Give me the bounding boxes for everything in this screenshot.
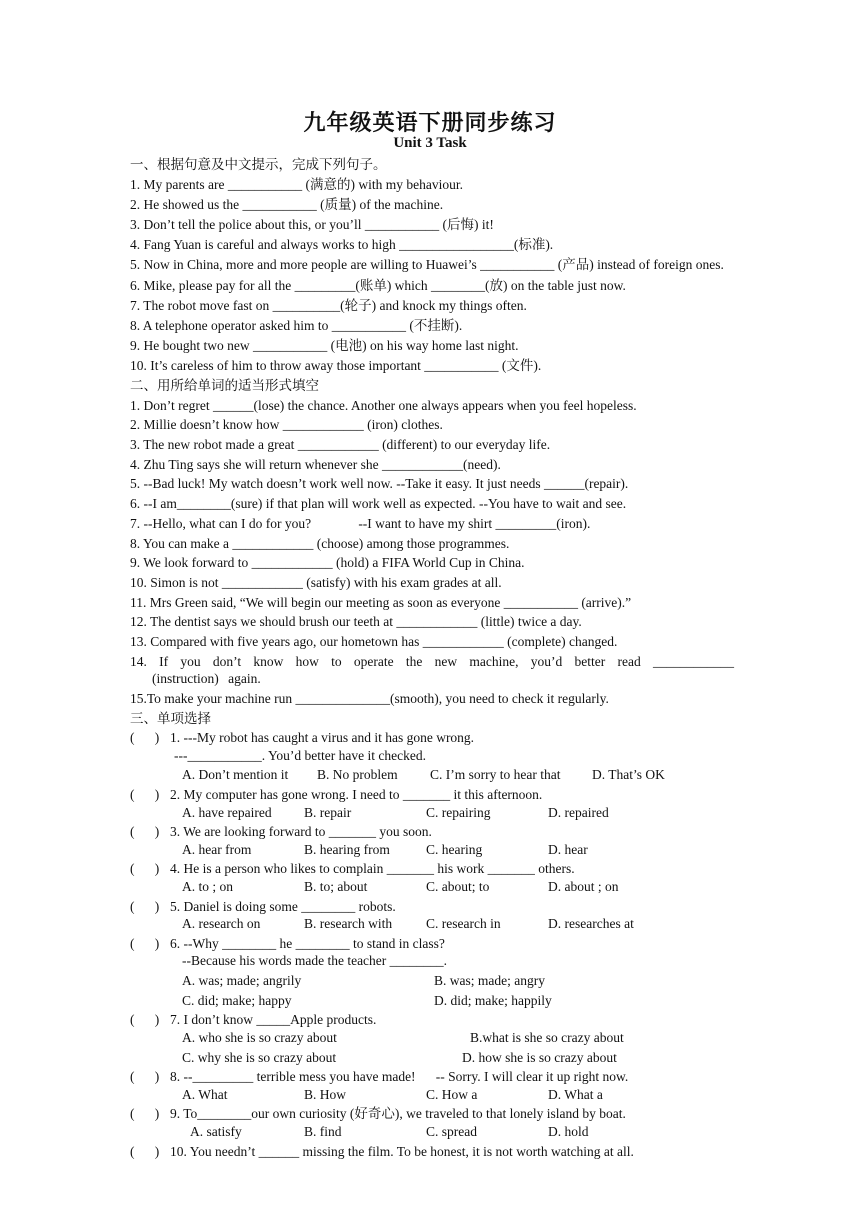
option-a[interactable]: A. have repaired: [182, 804, 272, 820]
option-b[interactable]: B. was; made; angry: [434, 973, 545, 989]
exercise-item: 6. Mike, please pay for all the _________(账单) which ________(放) on the table just now.: [130, 277, 626, 293]
options-row: [182, 1029, 734, 1047]
option-d[interactable]: D. how she is so crazy about: [462, 1049, 617, 1065]
option-b[interactable]: B. find: [304, 1123, 342, 1139]
exercise-item: 2. He showed us the ___________ (质量) of the machine.: [130, 197, 444, 213]
option-b[interactable]: B. No problem: [317, 767, 398, 783]
question-10: [130, 1143, 734, 1161]
answer-blank[interactable]: ( ): [130, 935, 160, 951]
option-a[interactable]: A. research on: [182, 916, 261, 932]
exercise-item: 1. My parents are ___________ (满意的) with my behaviour.: [130, 177, 463, 193]
exercise-item: 10. It’s careless of him to throw away those important ___________ (文件).: [130, 357, 542, 373]
exercise-item: 4. Fang Yuan is careful and always works to high _________________(标准).: [130, 237, 554, 253]
question-stem: 1. ---My robot has caught a virus and it has gone wrong.: [170, 730, 475, 746]
option-d[interactable]: D. hear: [548, 841, 588, 857]
exercise-item: 10. Simon is not ____________ (satisfy) with his exam grades at all.: [130, 574, 502, 590]
options-row: [182, 841, 734, 859]
exercise-item: 9. We look forward to ____________ (hold) a FIFA World Cup in China.: [130, 555, 525, 571]
options-row: [182, 1049, 734, 1067]
option-c[interactable]: C. spread: [426, 1123, 477, 1139]
option-d[interactable]: D. repaired: [548, 804, 609, 820]
exercise-item: 8. A telephone operator asked him to ___________ (不挂断).: [130, 317, 463, 333]
question-7: [130, 1011, 734, 1029]
option-c[interactable]: C. I’m sorry to hear that: [430, 767, 561, 783]
option-b[interactable]: B. hearing from: [304, 841, 390, 857]
question-3: [130, 823, 734, 841]
options-row: [182, 915, 734, 933]
option-a[interactable]: A. who she is so crazy about: [182, 1029, 337, 1045]
question-stem: 3. We are looking forward to _______ you soon.: [170, 824, 432, 840]
answer-blank[interactable]: ( ): [130, 824, 160, 840]
option-c[interactable]: C. research in: [426, 916, 501, 932]
question-stem: 6. --Why ________ he ________ to stand in class?: [170, 935, 445, 951]
question-2: [130, 786, 734, 804]
exercise-item: 9. He bought two new ___________ (电池) on his way home last night.: [130, 337, 519, 353]
option-c[interactable]: C. did; make; happy: [182, 992, 292, 1008]
option-d[interactable]: D. hold: [548, 1123, 589, 1139]
answer-blank[interactable]: ( ): [130, 1012, 160, 1028]
section-word-forms: [130, 377, 734, 707]
question-stem-continued: --Because his words made the teacher ________.: [182, 953, 448, 969]
document-subtitle: Unit 3 Task: [393, 135, 467, 151]
option-d[interactable]: D. about ; on: [548, 878, 619, 894]
options-row: [190, 1123, 734, 1141]
section-heading: 三、单项选择: [130, 710, 211, 726]
exercise-item: 1. Don’t regret ______(lose) the chance. Another one always appears when you feel hopeless.: [130, 397, 637, 413]
worksheet-content: [130, 156, 734, 1160]
option-b[interactable]: B. How: [304, 1086, 347, 1102]
option-a[interactable]: A. satisfy: [190, 1123, 242, 1139]
question-stem: 10. You needn’t ______ missing the film. To be honest, it is not worth watching at all.: [170, 1143, 634, 1159]
exercise-item: 12. The dentist says we should brush our teeth at ____________ (little) twice a day.: [130, 614, 582, 630]
option-d[interactable]: D. What a: [548, 1086, 603, 1102]
question-stem: 2. My computer has gone wrong. I need to _______ it this afternoon.: [170, 787, 543, 803]
answer-blank[interactable]: ( ): [130, 1069, 160, 1085]
option-b[interactable]: B. repair: [304, 804, 352, 820]
answer-blank[interactable]: ( ): [130, 1143, 160, 1159]
document-title: 九年级英语下册同步练习: [303, 110, 557, 135]
option-c[interactable]: C. repairing: [426, 804, 491, 820]
options-row: [182, 878, 734, 896]
option-d[interactable]: D. researches at: [548, 916, 634, 932]
exercise-item: 3. Don’t tell the police about this, or you’ll ___________ (后悔) it!: [130, 217, 494, 233]
options-row: [182, 1086, 734, 1104]
exercise-item: 2. Millie doesn’t know how ____________ (iron) clothes.: [130, 417, 443, 433]
option-c[interactable]: C. How a: [426, 1086, 478, 1102]
answer-blank[interactable]: ( ): [130, 898, 160, 914]
exercise-item: 3. The new robot made a great ____________ (different) to our everyday life.: [130, 437, 551, 453]
section-multiple-choice: [130, 710, 734, 1161]
exercise-item: 15.To make your machine run ______________(smooth), you need to check it regularly.: [130, 690, 609, 706]
question-8: [130, 1068, 734, 1086]
question-6: [130, 935, 734, 953]
question-9: [130, 1105, 734, 1123]
exercise-item: 6. --I am________(sure) if that plan will work well as expected. --You have to wait and see.: [130, 496, 627, 512]
exercise-item: 7. --Hello, what can I do for you? --I want to have my shirt _________(iron).: [130, 515, 591, 531]
exercise-item: 4. Zhu Ting says she will return whenever she ____________(need).: [130, 456, 501, 472]
option-c[interactable]: C. why she is so crazy about: [182, 1049, 337, 1065]
option-a[interactable]: A. Don’t mention it: [182, 767, 289, 783]
question-stem: 8. --_________ terrible mess you have made! -- Sorry. I will clear it up right now.: [170, 1069, 629, 1085]
option-a[interactable]: A. hear from: [182, 841, 252, 857]
section-heading: 二、用所给单词的适当形式填空: [130, 378, 319, 394]
answer-blank[interactable]: ( ): [130, 1106, 160, 1122]
option-d[interactable]: D. did; make; happily: [434, 992, 552, 1008]
exercise-item: 11. Mrs Green said, “We will begin our meeting as soon as everyone ___________ (arrive).”: [130, 594, 632, 610]
exercise-item: 5. Now in China, more and more people are willing to Huawei’s ___________ (产品) instead of foreign ones.: [130, 257, 724, 273]
option-b[interactable]: B. research with: [304, 916, 393, 932]
option-a[interactable]: A. was; made; angrily: [182, 973, 302, 989]
question-stem-continued: ---___________. You’d better have it checked.: [174, 747, 426, 763]
exercise-item: 5. --Bad luck! My watch doesn’t work well now. --Take it easy. It just needs ______(repair).: [130, 476, 629, 492]
question-4: [130, 860, 734, 878]
section-heading: 一、根据句意及中文提示，完成下列句子。: [130, 157, 387, 172]
question-stem: 7. I don’t know _____Apple products.: [170, 1012, 377, 1028]
answer-blank[interactable]: ( ): [130, 730, 160, 746]
option-b[interactable]: B.what is she so crazy about: [470, 1029, 624, 1045]
option-c[interactable]: C. about; to: [426, 878, 490, 894]
question-stem: 5. Daniel is doing some ________ robots.: [170, 898, 396, 914]
section-translation: [130, 156, 734, 374]
options-row: [182, 804, 734, 822]
exercise-item: 7. The robot move fast on __________(轮子) and knock my things often.: [130, 297, 527, 313]
question-stem: 9. To________our own curiosity (好奇心), we traveled to that lonely island by boat.: [170, 1106, 626, 1122]
question-stem: 4. He is a person who likes to complain _______ his work _______ others.: [170, 861, 575, 877]
exercise-item: 14. If you don’t know how to operate the new machine, you’d better read ____________ (instruction) again.: [130, 653, 734, 687]
option-a[interactable]: A. to ; on: [182, 878, 234, 894]
option-a[interactable]: A. What: [182, 1086, 228, 1102]
exercise-item: 8. You can make a ____________ (choose) among those programmes.: [130, 535, 510, 551]
options-row: [182, 766, 734, 784]
answer-blank[interactable]: ( ): [130, 861, 160, 877]
option-b[interactable]: B. to; about: [304, 878, 368, 894]
option-c[interactable]: C. hearing: [426, 841, 483, 857]
question-5: [130, 898, 734, 916]
exercise-item: 13. Compared with five years ago, our hometown has ____________ (complete) changed.: [130, 633, 618, 649]
options-row: [182, 972, 734, 990]
question-1: [130, 729, 734, 747]
options-row: [182, 992, 734, 1010]
answer-blank[interactable]: ( ): [130, 787, 160, 803]
option-d[interactable]: D. That’s OK: [592, 767, 665, 783]
